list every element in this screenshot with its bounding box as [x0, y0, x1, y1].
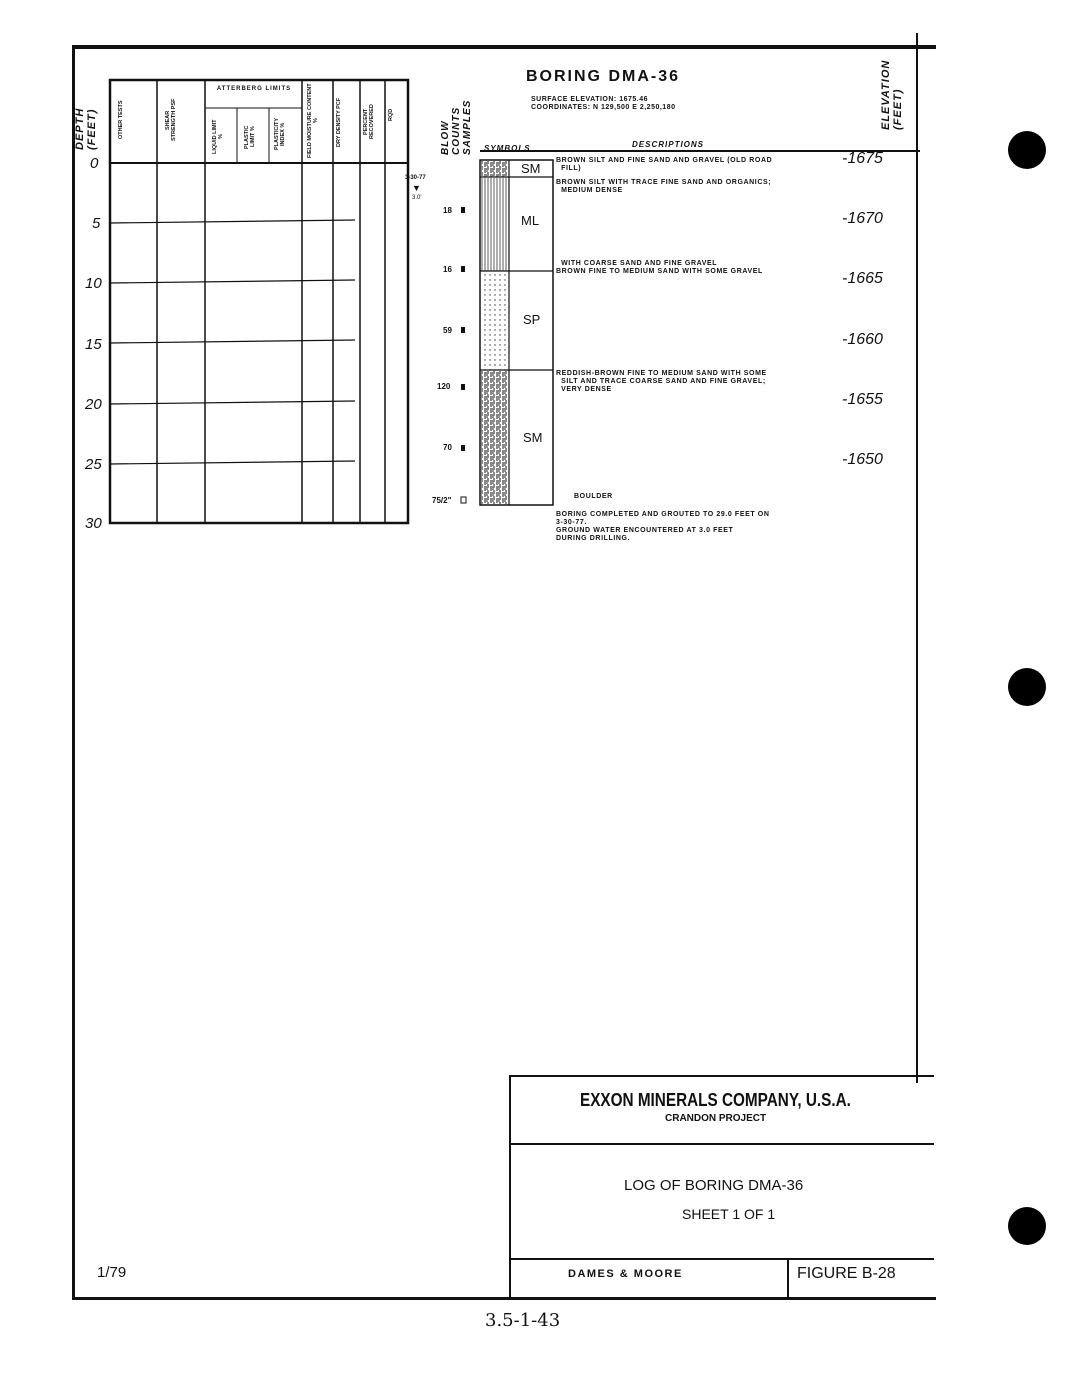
depth-tick-0: 0	[90, 155, 99, 172]
blow-count: 70	[443, 443, 452, 452]
titleblock-left-rule	[509, 1075, 511, 1298]
col-plastic-limit: PLASTIC LIMIT %	[244, 125, 256, 149]
soil-column	[478, 158, 556, 508]
description: WITH COARSE SAND AND FINE GRAVEL	[556, 260, 718, 267]
blow-count: 16	[443, 265, 452, 274]
descriptions-header: DESCRIPTIONS	[632, 140, 705, 149]
frame-left-border	[72, 45, 75, 1300]
col-rqd: RQD	[388, 108, 394, 122]
company-name: EXXON MINERALS COMPANY, U.S.A.	[580, 1090, 851, 1110]
titleblock-mid-rule	[510, 1143, 934, 1145]
punch-hole-middle	[1008, 668, 1046, 706]
sheet-number: SHEET 1 OF 1	[682, 1206, 776, 1222]
figure-number: FIGURE B-28	[797, 1265, 896, 1282]
elevation-tick: -1660	[842, 331, 883, 348]
col-percent-recovered: PERCENT RECOVERED	[363, 104, 375, 140]
blow-count: 59	[443, 326, 452, 335]
punch-hole-top	[1008, 131, 1046, 169]
depth-tick-15: 15	[85, 336, 102, 353]
atterberg-limits-header: ATTERBERG LIMITS	[216, 86, 292, 92]
depth-axis-label: DEPTH (FEET)	[74, 107, 98, 150]
elevation-tick: -1665	[842, 270, 883, 287]
description: REDDISH-BROWN FINE TO MEDIUM SAND WITH SOME SILT AND TRACE COARSE SAND AND FINE GRAVEL; VERY DENSE	[556, 370, 767, 393]
col-liquid-limit: LIQUID LIMIT %	[212, 119, 224, 155]
elevation-tick: -1650	[842, 451, 883, 468]
blow-count: 75/2"	[432, 496, 452, 505]
description: BROWN SILT WITH TRACE FINE SAND AND ORGANICS; MEDIUM DENSE	[556, 179, 772, 194]
col-other-tests: OTHER TESTS	[118, 100, 124, 140]
blow-count: 120	[437, 382, 451, 391]
description: BROWN SILT AND FINE SAND AND GRAVEL (OLD ROAD FILL)	[556, 157, 773, 172]
depth-tick-20: 20	[85, 396, 102, 413]
depth-tick-25: 25	[85, 456, 102, 473]
frame-bottom-border	[72, 1297, 936, 1300]
log-title: LOG OF BORING DMA-36	[624, 1177, 804, 1194]
boring-title: BORING DMA-36	[526, 68, 681, 85]
symbol-sp: SP	[523, 312, 541, 327]
water-level-depth: 3.0'	[412, 195, 422, 201]
titleblock-lower-rule	[510, 1258, 934, 1260]
depth-tick-30: 30	[85, 515, 102, 532]
depth-tick-10: 10	[85, 275, 102, 292]
page-number: 3.5-1-43	[485, 1310, 561, 1331]
surface-elevation: SURFACE ELEVATION: 1675.46	[531, 96, 648, 103]
water-level-icon: ▼	[412, 183, 421, 193]
col-shear-strength: SHEAR STRENGTH PSF	[165, 98, 177, 142]
titleblock-figure-divider	[787, 1258, 789, 1298]
punch-hole-bottom	[1008, 1207, 1046, 1245]
col-field-moisture: FIELD MOISTURE CONTENT %	[307, 83, 319, 159]
symbol-sm-2: SM	[523, 430, 543, 445]
frame-right-border	[916, 33, 918, 1083]
description: BOULDER	[574, 493, 613, 500]
blow-counts-label: BLOW COUNTS SAMPLES	[440, 99, 473, 155]
coordinates: COORDINATES: N 129,500 E 2,250,180	[531, 104, 676, 111]
description: BORING COMPLETED AND GROUTED TO 29.0 FEET ON 3-30-77. GROUND WATER ENCOUNTERED AT 3.0 FEET DURING DRILLING.	[556, 511, 770, 542]
elevation-tick: -1675	[842, 150, 883, 167]
titleblock-top-rule	[510, 1075, 934, 1077]
sample-markers	[460, 200, 472, 505]
col-plasticity-index: PLASTICITY INDEX %	[274, 117, 286, 151]
project-name: CRANDON PROJECT	[665, 1113, 767, 1124]
elevation-tick: -1655	[842, 391, 883, 408]
elevation-tick: -1670	[842, 210, 883, 227]
symbol-ml: ML	[521, 213, 540, 228]
water-level-date: 3-30-77	[405, 175, 426, 181]
symbols-header: SYMBOLS	[484, 144, 531, 153]
date-code: 1/79	[97, 1264, 127, 1281]
firm-name: DAMES & MOORE	[568, 1268, 683, 1280]
blow-count: 18	[443, 206, 452, 215]
elevation-axis-label: ELEVATION (FEET)	[880, 59, 904, 130]
symbol-sm-1: SM	[521, 161, 541, 176]
description: BROWN FINE TO MEDIUM SAND WITH SOME GRAVEL	[556, 268, 763, 275]
frame-top-border	[72, 45, 936, 49]
depth-tick-5: 5	[92, 215, 101, 232]
col-dry-density: DRY DENSITY PCF	[336, 97, 342, 147]
